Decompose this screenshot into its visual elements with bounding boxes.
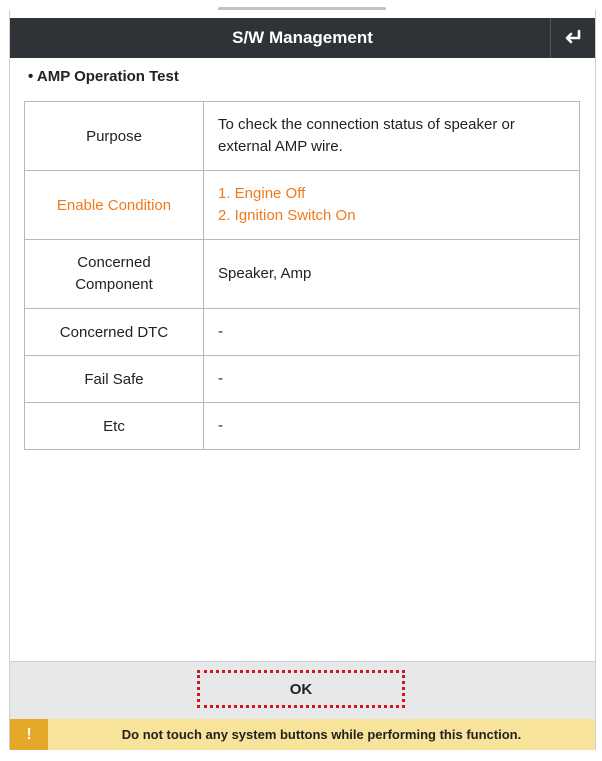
table-row-concerned-component — [25, 240, 580, 309]
page-title: S/W Management — [232, 28, 373, 47]
row-value: - — [204, 356, 580, 403]
table-row-etc — [25, 403, 580, 450]
row-label-line: Component — [75, 276, 153, 293]
table-row-purpose — [25, 102, 580, 171]
section-title: • AMP Operation Test — [28, 68, 179, 85]
row-value: - — [204, 309, 580, 356]
table-row-fail-safe — [25, 356, 580, 403]
info-table — [24, 101, 580, 450]
title-bar — [10, 18, 595, 58]
row-value — [204, 240, 580, 309]
row-value-line: To check the connection status of speaker or — [218, 116, 515, 133]
row-label: Purpose — [25, 102, 204, 171]
row-label: Fail Safe — [25, 356, 204, 403]
table-row-concerned-dtc — [25, 309, 580, 356]
row-label — [25, 240, 204, 309]
exclamation-icon: ! — [10, 719, 48, 750]
row-value-line: Speaker, Amp — [218, 265, 312, 282]
row-label-line: Concerned — [77, 254, 151, 271]
row-label: Enable Condition — [25, 171, 204, 240]
return-arrow-icon — [563, 29, 583, 47]
row-value — [204, 102, 580, 171]
ok-button[interactable]: OK — [197, 670, 405, 708]
table-row-enable-condition — [25, 171, 580, 240]
row-value-line: 2. Ignition Switch On — [218, 207, 356, 224]
row-value-line: external AMP wire. — [218, 138, 343, 155]
row-value: - — [204, 403, 580, 450]
row-label: Etc — [25, 403, 204, 450]
warning-text: Do not touch any system buttons while performing this function. — [121, 727, 522, 742]
row-value-line: 1. Engine Off — [218, 185, 306, 202]
action-bar — [10, 661, 595, 719]
row-label: Concerned DTC — [25, 309, 204, 356]
back-button[interactable] — [550, 18, 595, 58]
app-window — [9, 10, 596, 750]
warning-banner — [10, 719, 595, 750]
row-value — [204, 171, 580, 240]
